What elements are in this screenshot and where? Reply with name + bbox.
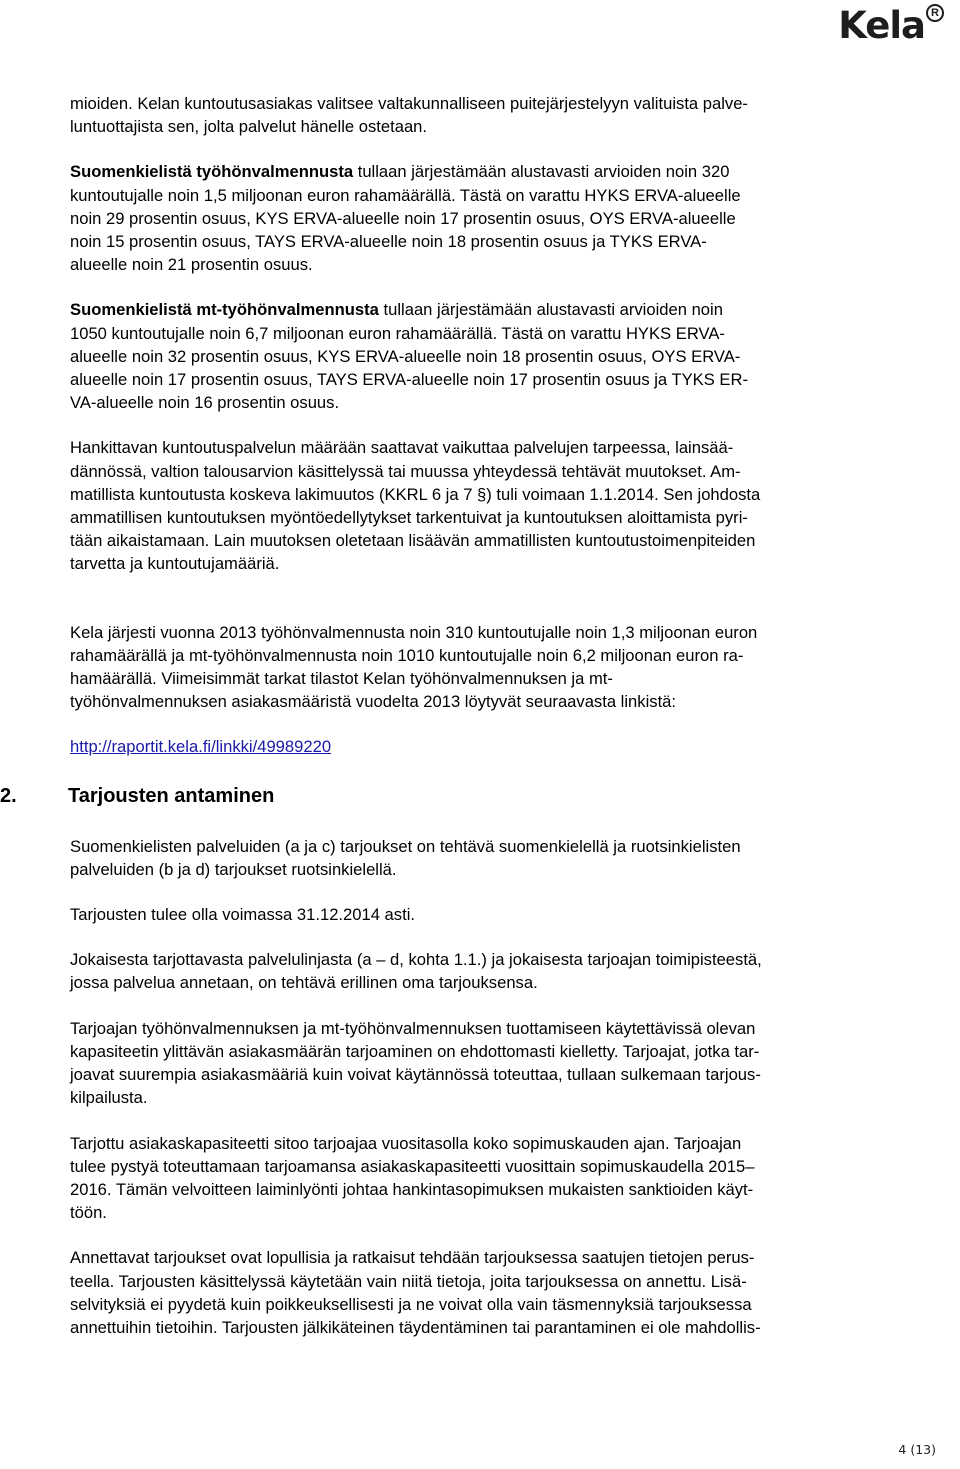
page-number: 4 (13) <box>898 1442 936 1457</box>
text-line: Hankittavan kuntoutuspalvelun määrään saattavat vaikuttaa palvelujen tarpeessa, lainsää- <box>70 438 734 458</box>
text-line: Tarjousten tulee olla voimassa 31.12.2014 asti. <box>70 905 415 925</box>
paragraph-tyohonvalmennus <box>70 160 938 276</box>
text-line: Tarjoajan työhönvalmennuksen ja mt-työhönvalmennuksen tuottamiseen käytettävissä olevan <box>70 1018 756 1038</box>
bold-term: Suomenkielistä työhönvalmennusta <box>70 162 354 182</box>
document-body <box>0 92 938 1361</box>
paragraph-7 <box>70 903 938 926</box>
paragraph-4 <box>70 436 938 575</box>
text-line: alueelle noin 17 prosentin osuus, TAYS ERVA-alueelle noin 17 prosentin osuus ja TYKS ER- <box>70 370 748 390</box>
text-line <box>70 298 938 321</box>
text-line: kapasiteetin ylittävän asiakasmäärän tarjoaminen on ehdottomasti kielletty. Tarjoajat, jotka tar- <box>70 1041 760 1061</box>
text-line: Kela järjesti vuonna 2013 työhönvalmennusta noin 310 kuntoutujalle noin 1,3 miljoonan euron <box>70 622 758 642</box>
text-line: kilpailusta. <box>70 1088 148 1108</box>
text-span: tullaan järjestämään alustavasti arvioiden noin <box>378 300 723 320</box>
paragraph-mt-tyohonvalmennus <box>70 298 938 414</box>
text-line: noin 15 prosentin osuus, TAYS ERVA-alueelle noin 18 prosentin osuus ja TYKS ERVA- <box>70 232 707 252</box>
text-line: rahamäärällä ja mt-työhönvalmennusta noin 1010 kuntoutujalle noin 6,2 miljoonan euron ra- <box>70 645 744 665</box>
paragraph-6 <box>70 835 938 881</box>
text-line: hamäärällä. Viimeisimmät tarkat tilastot Kelan työhönvalmennuksen ja mt- <box>70 669 613 689</box>
paragraph-5 <box>70 621 938 714</box>
text-line: joavat suurempia asiakasmääriä kuin voivat käytännössä toteuttaa, tullaan sulkemaan tarjous- <box>70 1065 761 1085</box>
text-line: Suomenkielisten palveluiden (a ja c) tarjoukset on tehtävä suomenkielellä ja ruotsinkielisten <box>70 836 741 856</box>
text-line: jossa palvelua annetaan, on tehtävä erillinen oma tarjouksensa. <box>70 973 538 993</box>
text-line: ammatillisen kuntoutuksen myöntöedellytykset tarkentuivat ja kuntoutuksen aloittamista pyri- <box>70 508 748 528</box>
text-line: 2016. Tämän velvoitteen laiminlyönti johtaa hankintasopimuksen mukaisten sanktioiden käyt- <box>70 1179 754 1199</box>
section-heading <box>0 783 938 809</box>
paragraph-1 <box>70 92 938 138</box>
text-line: annettuihin tietoihin. Tarjousten jälkikäteinen täydentäminen tai parantaminen ei ole mahdollis- <box>70 1317 761 1337</box>
text-line: kuntoutujalle noin 1,5 miljoonan euron rahamäärällä. Tästä on varattu HYKS ERVA-alueelle <box>70 185 741 205</box>
text-line: noin 29 prosentin osuus, KYS ERVA-alueelle noin 17 prosentin osuus, OYS ERVA-alueelle <box>70 208 736 228</box>
registered-mark-icon: R <box>926 4 944 22</box>
text-span: tullaan järjestämään alustavasti arvioiden noin 320 <box>353 162 730 182</box>
text-line: töön. <box>70 1203 107 1223</box>
text-line: alueelle noin 32 prosentin osuus, KYS ERVA-alueelle noin 18 prosentin osuus, OYS ERVA- <box>70 346 741 366</box>
text-line: Annettavat tarjoukset ovat lopullisia ja ratkaisut tehdään tarjouksessa saatujen tietojen perus- <box>70 1248 755 1268</box>
text-line: tulee pystyä toteuttamaan tarjoamansa asiakaskapasiteetti vuosittain sopimuskaudella 2015– <box>70 1156 755 1176</box>
text-line <box>70 160 938 183</box>
section-number: 2. <box>0 784 17 807</box>
text-line: dännössä, valtion talousarvion käsittelyssä tai muussa yhteydessä tehtävät muutokset. Am- <box>70 461 741 481</box>
paragraph-10 <box>70 1132 938 1225</box>
link-paragraph <box>70 735 938 758</box>
text-line: työhönvalmennuksen asiakasmääristä vuodelta 2013 löytyvät seuraavasta linkistä: <box>70 692 677 712</box>
text-line: alueelle noin 21 prosentin osuus. <box>70 255 313 275</box>
paragraph-8 <box>70 948 938 994</box>
text-line: matillista kuntoutusta koskeva lakimuutos (KKRL 6 ja 7 §) tuli voimaan 1.1.2014. Sen johdosta <box>70 484 761 504</box>
text-line: tarvetta ja kuntoutujamääriä. <box>70 554 280 574</box>
statistics-link[interactable]: http://raportit.kela.fi/linkki/49989220 <box>70 737 332 757</box>
text-line: Tarjottu asiakaskapasiteetti sitoo tarjoajaa vuositasolla koko sopimuskauden ajan. Tarjoajan <box>70 1133 742 1153</box>
text-line: selvityksiä ei pyydetä kuin poikkeuksellisesti ja ne voivat olla vain täsmennyksiä tarjouksessa <box>70 1294 752 1314</box>
paragraph-9 <box>70 1017 938 1110</box>
text-line: 1050 kuntoutujalle noin 6,7 miljoonan euron rahamäärällä. Tästä on varattu HYKS ERVA- <box>70 323 725 343</box>
bold-term: Suomenkielistä mt-työhönvalmennusta <box>70 300 379 320</box>
text-line: mioiden. Kelan kuntoutusasiakas valitsee valtakunnalliseen puitejärjestelyyn valituista palve- <box>70 94 748 113</box>
logo-wordmark: Kela <box>838 4 925 47</box>
paragraph-11 <box>70 1246 938 1339</box>
kela-logo <box>838 2 944 49</box>
text-line: tään aikaistamaan. Lain muutoksen oletetaan lisäävän ammatillisten kuntoutustoimenpiteiden <box>70 531 756 551</box>
section-title: Tarjousten antaminen <box>68 784 275 807</box>
text-line: palveluiden (b ja d) tarjoukset ruotsinkielellä. <box>70 859 397 879</box>
text-line: VA-alueelle noin 16 prosentin osuus. <box>70 393 340 413</box>
text-line: luntuottajista sen, jolta palvelut hänelle ostetaan. <box>70 117 428 137</box>
text-line: teella. Tarjousten käsittelyssä käytetään vain niitä tietoja, joita tarjouksessa on annettu. Lisä- <box>70 1271 747 1291</box>
text-line: Jokaisesta tarjottavasta palvelulinjasta (a – d, kohta 1.1.) ja jokaisesta tarjoajan toimipisteestä, <box>70 950 762 970</box>
